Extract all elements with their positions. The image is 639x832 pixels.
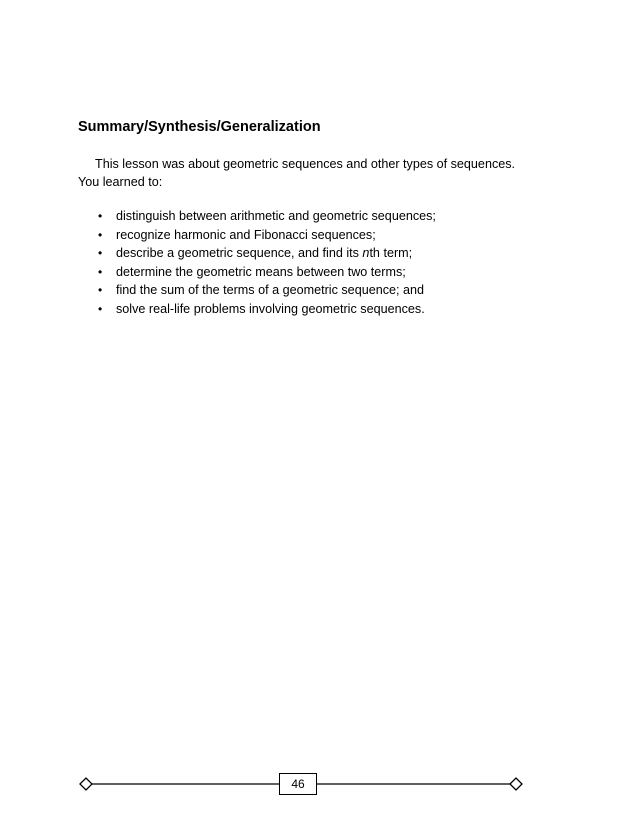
list-item — [97, 226, 436, 245]
learning-outcomes-list — [97, 207, 436, 318]
bullet-icon: • — [98, 301, 103, 316]
footer-rule — [0, 770, 639, 800]
list-item-text-after: th term; — [369, 246, 413, 260]
intro-paragraph — [78, 155, 548, 191]
list-item — [97, 244, 436, 263]
list-item — [97, 281, 436, 300]
bullet-icon: • — [98, 227, 103, 242]
intro-line-2: You learned to: — [78, 175, 163, 189]
page-number: 46 — [279, 773, 317, 795]
list-item-text: distinguish between arithmetic and geometric sequences; — [116, 209, 436, 223]
bullet-icon: • — [98, 246, 103, 260]
list-item-text: determine the geometric means between two terms; — [116, 264, 406, 279]
variable-n: n — [362, 246, 370, 260]
list-item-text: find the sum of the terms of a geometric sequence; and — [116, 283, 425, 297]
list-item — [97, 263, 436, 282]
diamond-right-icon — [510, 778, 522, 790]
bullet-icon: • — [98, 264, 103, 279]
diamond-left-icon — [80, 778, 92, 790]
intro-line-1: This lesson was about geometric sequences and other types of sequences. — [95, 157, 516, 171]
list-item-text: recognize harmonic and Fibonacci sequences; — [116, 227, 376, 242]
list-item-text-before: describe a geometric sequence, and find its — [116, 246, 363, 260]
section-heading: Summary/Synthesis/Generalization — [78, 119, 321, 135]
list-item — [97, 300, 436, 319]
page-footer — [0, 770, 639, 800]
bullet-icon: • — [98, 209, 103, 223]
list-item-text: solve real-life problems involving geometric sequences. — [116, 301, 425, 316]
bullet-icon: • — [98, 283, 103, 297]
list-item — [97, 207, 436, 226]
